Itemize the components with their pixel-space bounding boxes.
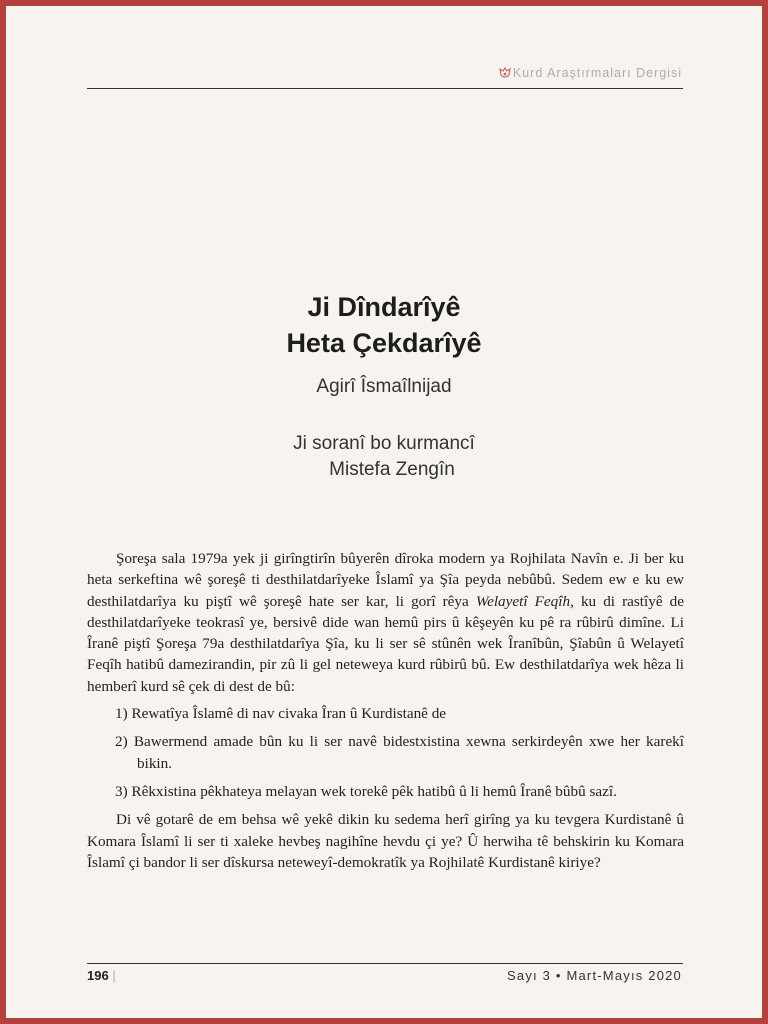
article-author: Agirî Îsmaîlnijad <box>316 376 452 397</box>
journal-logo-icon <box>499 67 511 79</box>
paragraph-1-part-2: , ku di rastîyê de desthilatdarîyeke teokrasî ye, bersivê dide wan hemû pirs û kêşeyên ku pê ra rûbirû dimîne. Li Îranê piştî Şoreşa 79a desthilatdarîya Şîa, ku li ser sê stûnên wek Îranîbûn, Şîabûn û Welayetî Feqîh hatibû damezirandin, pir zû li gel neteweya kurd rûbirû bû. Ew desthilatdarîya wek hêza li hemberî kurd sê çek di dest de bû: <box>87 592 684 695</box>
translation-info <box>6 431 762 483</box>
header-divider <box>87 88 683 89</box>
page-number <box>87 968 116 983</box>
issue-info: Sayı 3 • Mart-Mayıs 2020 <box>507 968 682 983</box>
page-number-value: 196 <box>87 968 109 983</box>
article-body <box>87 548 684 873</box>
numbered-list <box>87 703 684 802</box>
title-line-1: Ji Dîndarîyê <box>307 292 461 322</box>
footer-divider <box>87 963 683 964</box>
title-line-2: Heta Çekdarîyê <box>286 328 482 358</box>
list-item: 3) Rêkxistina pêkhateya melayan wek torekê pêk hatibû û li hemû Îranê bûbû sazî. <box>115 782 617 800</box>
translator-name: Mistefa Zengîn <box>329 459 455 480</box>
paragraph-1-italic: Welayetî Feqîh <box>475 592 571 610</box>
journal-header <box>499 66 682 80</box>
translation-note: Ji soranî bo kurmancî <box>293 433 475 454</box>
journal-name: Kurd Araştırmaları Dergisi <box>512 66 682 80</box>
paragraph-1-part-1: Şoreşa sala 1979a yek ji girîngtirîn bûyerên dîroka modern ya Rojhilata Navîn e. Ji ber ku heta serkeftina wê şoreşê ti desthilatdarîyeke Îslamî ya Şîa peyda nebûbû. Sedem ew e ku ew desthilatdarîya ku piştî wê şoreşê hate ser kar, li gorî rêya <box>87 550 684 610</box>
page <box>6 6 762 1018</box>
article-title <box>6 289 762 361</box>
paragraph-2: Di vê gotarê de em behsa wê yekê dikin ku sedema herî girîng ya ku tevgera Kurdistanê û Komara Îslamî li ser ti xaleke hevbeş nagihîne hevdu çi ye? Û herwiha tê behskirin ku Komara Îslamî çi bandor li ser dîskursa neteweyî-demokratîk ya Rojhilatê Kurdistanê kiriye? <box>87 811 684 871</box>
list-item: 1) Rewatîya Îslamê di nav civaka Îran û Kurdistanê de <box>115 705 447 723</box>
paragraph-1 <box>87 548 684 697</box>
list-item: 2) Bawermend amade bûn ku li ser navê bidestxistina xewna serkirdeyên xwe her karekî bikin. <box>115 733 684 772</box>
page-number-separator: | <box>112 968 116 983</box>
